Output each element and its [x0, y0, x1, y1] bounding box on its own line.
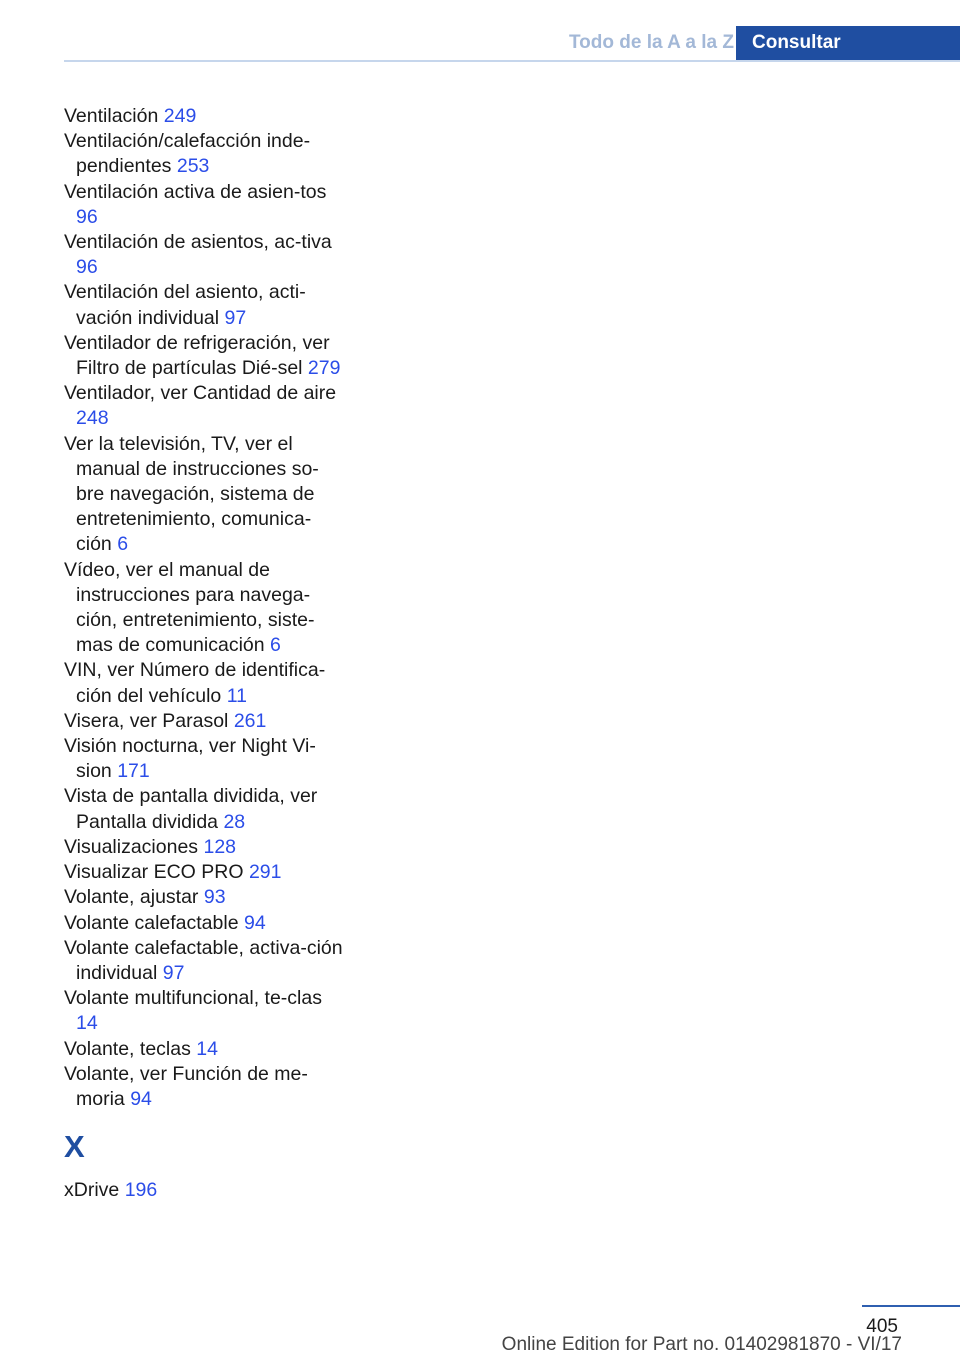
section-letter-x: X — [64, 1129, 85, 1165]
entry-page-link[interactable]: 97 — [162, 961, 185, 984]
index-entry — [64, 180, 344, 230]
index-entry — [64, 986, 344, 1036]
header-rule — [64, 60, 960, 62]
entry-text: Volante, ver Función de me‐moria — [64, 1062, 308, 1110]
entry-text: xDrive — [64, 1179, 120, 1202]
entry-page-link[interactable]: 6 — [117, 533, 129, 556]
entry-text: Ver la televisión, TV, ver el manual de instrucciones so‐bre navegación, sistema de entretenimiento, comunica‐ción — [64, 432, 319, 556]
index-entry — [64, 230, 344, 280]
index-column — [64, 104, 344, 1203]
entry-page-link[interactable]: 253 — [176, 155, 210, 178]
index-entry — [64, 331, 344, 381]
entry-page-link[interactable]: 28 — [223, 810, 246, 833]
entry-page-link[interactable]: 96 — [76, 256, 98, 279]
index-entry — [64, 129, 344, 179]
entry-page-link[interactable]: 248 — [76, 407, 109, 430]
entry-page-link[interactable]: 128 — [203, 835, 237, 858]
page-number: 405 — [866, 1316, 898, 1337]
entry-text: Volante calefactable — [64, 911, 239, 934]
entry-page-link[interactable]: 93 — [203, 886, 226, 909]
index-entry — [64, 104, 344, 129]
entry-page-link[interactable]: 291 — [248, 861, 282, 884]
entry-page-link[interactable]: 94 — [243, 911, 266, 934]
entry-text: Volante calefactable, activa‐ción individual — [64, 936, 343, 984]
entry-page-link[interactable]: 14 — [76, 1012, 98, 1035]
index-entry — [64, 381, 344, 431]
index-entry — [64, 734, 344, 784]
entry-text: Visión nocturna, ver Night Vi‐sion — [64, 735, 316, 783]
entry-text: Ventilación — [64, 105, 159, 127]
entry-text: Volante multifuncional, te‐clas — [64, 987, 322, 1010]
entry-page-link[interactable]: 97 — [224, 306, 247, 329]
entry-text: Volante, teclas — [64, 1037, 191, 1060]
entry-text: Ventilación del asiento, acti‐vación individual — [64, 281, 306, 329]
index-entry — [64, 558, 344, 659]
entry-text: Visera, ver Parasol — [64, 709, 229, 732]
entry-page-link[interactable]: 6 — [270, 634, 281, 657]
index-entry — [64, 1037, 344, 1062]
index-entry — [64, 860, 344, 885]
entry-page-link[interactable]: 171 — [117, 760, 150, 783]
index-entry — [64, 885, 344, 910]
entry-page-link[interactable]: 196 — [124, 1179, 158, 1202]
index-entry — [64, 1178, 344, 1203]
entry-text: Ventilador, ver Cantidad de aire — [64, 382, 337, 405]
index-list-x — [64, 1178, 344, 1203]
entry-text: Visualizar ECO PRO — [64, 861, 244, 884]
entry-text: Ventilación de asientos, ac‐tiva — [64, 231, 332, 254]
entry-text: Ventilación/calefacción inde‐pendientes — [64, 130, 311, 178]
edition-watermark: Online Edition for Part no. 01402981870 - VI/17 — [501, 1334, 902, 1355]
entry-page-link[interactable]: 261 — [233, 709, 267, 732]
entry-page-link[interactable]: 96 — [76, 205, 98, 228]
index-entry — [64, 280, 344, 330]
entry-page-link[interactable]: 14 — [196, 1037, 218, 1060]
entry-text: Vista de pantalla dividida, ver Pantalla dividida — [64, 785, 318, 833]
index-entry — [64, 784, 344, 834]
entry-page-link[interactable]: 249 — [163, 105, 197, 127]
index-entry — [64, 432, 344, 558]
entry-page-link[interactable]: 94 — [130, 1087, 152, 1110]
index-entry — [64, 709, 344, 734]
entry-page-link[interactable]: 11 — [226, 684, 247, 707]
index-entry — [64, 658, 344, 708]
entry-text: Volante, ajustar — [64, 886, 199, 909]
entry-text: Vídeo, ver el manual de instrucciones para navega‐ción, entretenimiento, siste‐mas de comunicación — [64, 558, 315, 657]
page-header — [64, 26, 960, 62]
header-section-title: Todo de la A a la Z — [568, 32, 734, 53]
entry-text: Ventilador de refrigeración, ver Filtro de partículas Dié‐sel — [64, 331, 330, 380]
entry-text: Ventilación activa de asien‐tos — [64, 180, 327, 203]
entry-text: Visualizaciones — [64, 835, 199, 858]
header-chapter-tab: Consultar — [736, 26, 960, 62]
entry-page-link[interactable]: 279 — [307, 357, 341, 380]
index-entry — [64, 1062, 344, 1112]
index-list-v — [64, 104, 344, 1112]
entry-text: VIN, ver Número de identifica‐ción del vehículo — [64, 659, 326, 707]
index-entry — [64, 911, 344, 936]
footer-rule — [862, 1305, 960, 1307]
index-entry — [64, 936, 344, 986]
index-entry — [64, 835, 344, 860]
